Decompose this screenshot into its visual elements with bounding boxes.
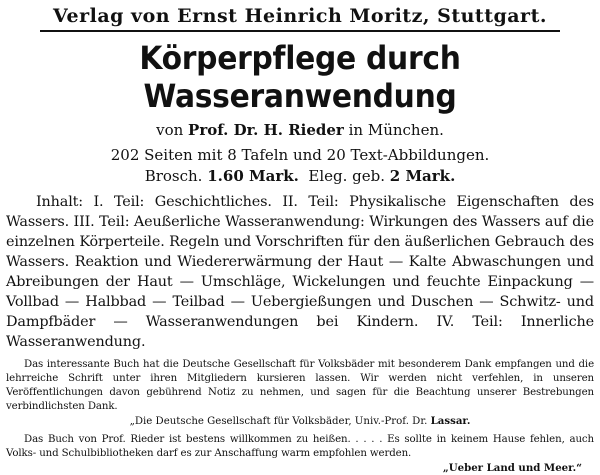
review-land-meer-signature: „Ueber Land und Meer.“ bbox=[442, 462, 582, 474]
review-volksbaeder-signature bbox=[6, 414, 594, 429]
review-land-meer-text: Das Buch von Prof. Rieder ist bestens willkommen zu heißen. . . . . Es sollte in keinem Hause fehlen, auch Volks- und Schulbibliotheken darf es zur Anschaffung warm empfohlen werden. bbox=[6, 434, 594, 459]
advertisement-page bbox=[0, 4, 600, 472]
publisher-line: Verlag von Ernst Heinrich Moritz, Stuttgart. bbox=[53, 5, 547, 27]
author-suffix: in München. bbox=[348, 121, 444, 139]
page-count-line: 202 Seiten mit 8 Tafeln und 20 Text-Abbildungen. bbox=[110, 146, 490, 164]
eleg-label: Eleg. geb. bbox=[308, 167, 386, 185]
book-title: Körperpflege durch Wasseranwendung bbox=[139, 39, 461, 115]
author-prefix: von bbox=[156, 121, 184, 139]
review-volksbaeder-text: Das interessante Buch hat die Deutsche Gesellschaft für Volksbäder mit besonderem Dank empfangen und die lehrreiche Schrift unter ihren Mitgliedern kursieren lassen. Wir werden nicht verfehlen, in unseren Veröffentlichungen davon gebührend Notiz zu nehmen, und sagen für die Beachtung unserer Bestrebungen verbindlichsten Dank. bbox=[6, 359, 594, 412]
brosch-price: 1.60 Mark. bbox=[207, 167, 299, 185]
table-of-contents: Inhalt: I. Teil: Geschichtliches. II. Teil: Physikalische Eigenschaften des Wassers. III. Teil: Aeußerliche Wasseranwendung: Wirkungen des Wassers auf die einzelnen Körperteile. Regeln und Vorschriften für den äußerlichen Gebrauch des Wassers. Reaktion und Wiedererwärmung der Haut — Kalte Abwaschungen und Abreibungen der Haut — Umschläge, Wickelungen und feuchte Einpackung — Vollbad — Halbbad — Teilbad — Uebergießungen und Duschen — Schwitz- und Dampfbäder — Wasseranwendungen bei Kindern. IV. Teil: Innerliche Wasseranwendung. bbox=[6, 194, 594, 350]
eleg-price: 2 Mark. bbox=[389, 167, 456, 185]
signature-body: „Die Deutsche Gesellschaft für Volksbäder, Univ.-Prof. Dr. bbox=[129, 416, 428, 427]
price-line bbox=[6, 166, 594, 187]
signature-name: Lassar. bbox=[430, 415, 471, 427]
author-line bbox=[6, 119, 594, 141]
author-name: Prof. Dr. H. Rieder bbox=[188, 121, 344, 139]
brosch-label: Brosch. bbox=[144, 167, 203, 185]
publisher-underline bbox=[40, 30, 560, 32]
